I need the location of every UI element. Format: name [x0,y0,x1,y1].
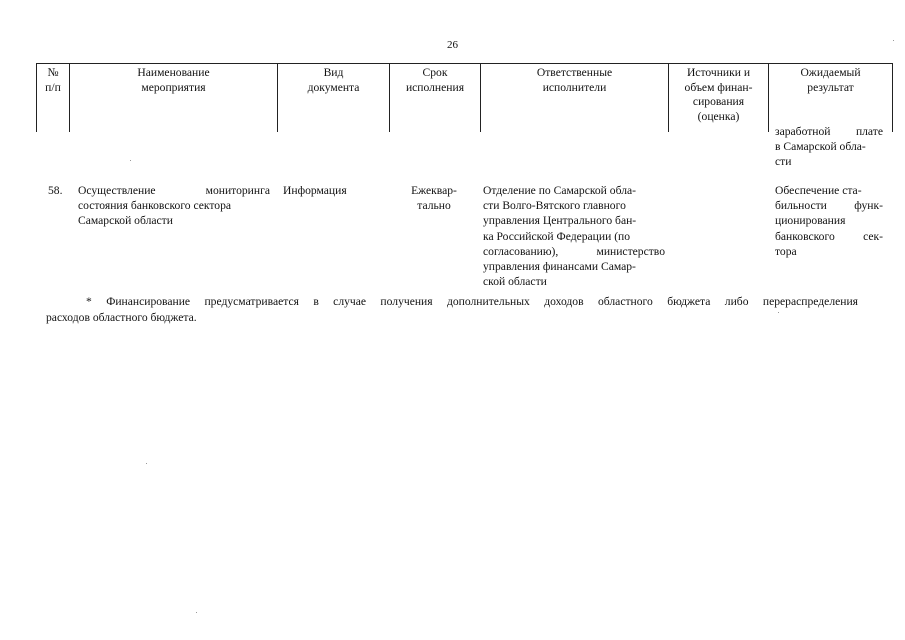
header-col-funding [669,64,769,133]
row-number: 58. [48,184,63,197]
name-word: Осуществление [78,184,156,197]
header-col-number [37,64,70,133]
header-col-name [70,64,278,133]
result-line: Обеспечение ста- [775,184,862,197]
result-word: бильности [775,199,827,213]
exec-line: управления финансами Самар- [483,260,636,274]
header-text: результат [807,80,854,94]
footnote-line: расходов областного бюджета. [46,311,197,324]
name-line: Самарской области [78,214,173,228]
term-line: тально [417,199,451,213]
carryover-line [775,124,883,139]
header-text: Вид [323,66,344,79]
header-row [37,64,893,133]
header-text: исполнители [542,80,607,94]
header-text: исполнения [405,80,465,94]
scan-speck [893,40,894,41]
header-text: Наименование [137,66,210,79]
header-text: № [47,66,59,79]
exec-line [483,198,665,213]
header-col-result [769,64,893,133]
exec-text: сти Волго-Вятского главного [483,199,626,213]
exec-line: Отделение по Самарской обла- [483,184,636,197]
result-word: сек- [863,229,883,243]
result-word: банковского [775,229,835,243]
name-line [78,183,270,198]
row-executors [483,183,665,289]
row-event-name [78,183,270,229]
header-col-document [278,64,390,133]
exec-word: согласованию), [483,244,559,258]
result-line: ционирования [775,214,846,228]
scan-speck [778,312,779,313]
header-text: мероприятия [141,80,206,94]
exec-line: ской области [483,275,547,289]
header-text: объем финан- [684,80,753,94]
exec-line [483,244,665,259]
exec-word: министерство [596,244,665,258]
carryover-word: заработной [775,125,831,138]
header-text: (оценка) [697,109,740,123]
header-text: Ожидаемый [800,66,861,79]
scan-speck [130,160,131,161]
header-col-term [390,64,481,133]
carryover-line: сти [775,155,792,168]
row-term [395,183,473,213]
name-word: мониторинга [205,184,270,197]
result-word: функ- [854,199,883,213]
exec-line: ка Российской Федерации (по [483,229,631,243]
scan-speck [146,463,147,464]
row-document-type: Информация [283,184,347,197]
header-text: документа [307,80,360,94]
name-line: состояния банковского сектора [78,199,232,213]
header-text: Источники и [686,66,751,79]
header-text: Ответственные [536,66,613,79]
carryover-result [775,124,883,169]
header-text: сирования [692,95,745,108]
carryover-line: в Самарской обла- [775,140,866,153]
term-line: Ежеквар- [411,184,457,197]
row-expected-result [775,183,883,259]
footnote-line: * Финансирование предусматривается в случае получения дополнительных доходов областного бюджета либо перераспределения [86,295,858,308]
carryover-word: плате [855,125,883,138]
header-text: Срок [422,66,448,79]
result-line [775,229,883,244]
header-text: п/п [45,80,61,94]
header-col-executors [481,64,669,133]
table-header [36,63,893,132]
exec-line: управления Центрального бан- [483,214,637,228]
result-line: тора [775,244,797,258]
footnote [46,294,858,326]
page-number: 26 [447,39,458,51]
result-line [775,198,883,213]
scan-speck [196,612,197,613]
